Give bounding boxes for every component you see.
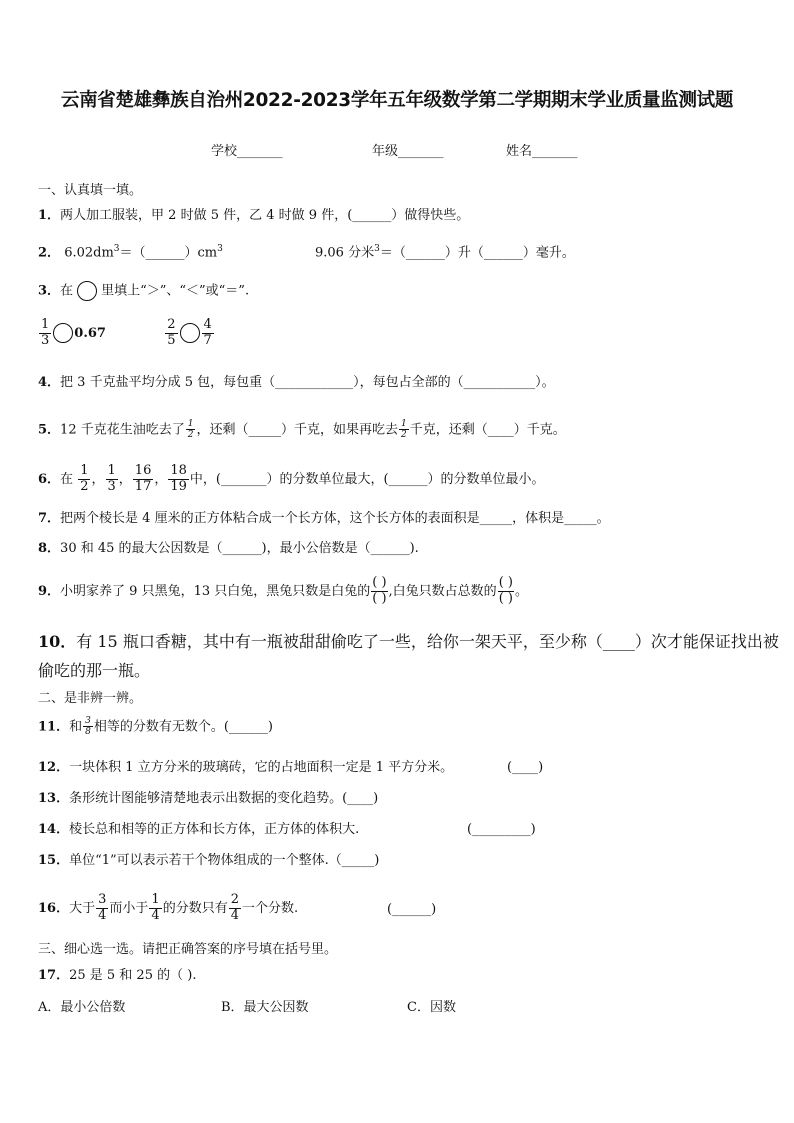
question-2: 2． $6.02dm^3=(\_\_\_\_\_\_)cm^3$ 9.06 分米$^3$＝（______）升（______）毫升。	[38, 244, 575, 261]
section-heading-2: 二、是非辨一辨。	[38, 691, 143, 706]
question-3-items: $\frac{1}{3}$ 0.67 $\frac{2}{5}$ $\frac{4}{7}$	[41, 317, 212, 348]
fraction: $\frac{16}{17}$	[134, 463, 152, 494]
name-field[interactable]: 姓名_______	[506, 144, 578, 159]
fraction: $\frac{1}{2}$	[187, 419, 194, 441]
compare-circle-icon	[77, 281, 97, 301]
name-blank[interactable]: _______	[532, 144, 578, 159]
question-4: 4．把 3 千克盐平均分成 5 包，每包重（____________），每包占全部的（___________）。	[38, 375, 555, 390]
question-12: 12．一块体积 1 立方分米的玻璃砖，它的占地面积一定是 1 平方分米。 (____)	[38, 760, 544, 775]
fraction: $\frac{1}{4}$	[151, 892, 160, 923]
fraction: $\frac{18}{19}$	[170, 463, 187, 494]
fraction: $\frac{4}{7}$	[203, 317, 212, 348]
question-10: 10．有 15 瓶口香糖，其中有一瓶被甜甜偷吃了一些，给你一架天平，至少称（____）次才能保证找出被	[38, 632, 779, 651]
fraction-blank: $\frac{( )}{( )}$	[372, 575, 387, 606]
question-11: 11．和 $\frac{3}{8}$ 相等的分数有无数个。(______)	[38, 716, 273, 738]
option-b[interactable]: B．最大公因数	[221, 1000, 309, 1015]
compare-circle-icon[interactable]	[53, 323, 73, 343]
fraction: $\frac{1}{2}$	[80, 463, 89, 494]
fraction: $\frac{1}{2}$	[400, 419, 407, 441]
question-7: 7．把两个棱长是 4 厘米的正方体粘合成一个长方体，这个长方体的表面积是_____，体积是_____。	[38, 511, 610, 526]
fraction: $\frac{1}{3}$	[107, 463, 116, 494]
option-a[interactable]: A．最小公倍数	[38, 1000, 126, 1015]
school-field[interactable]: 学校_______	[211, 144, 283, 159]
question-14: 14．棱长总和相等的正方体和长方体，正方体的体积大. (_________)	[38, 822, 536, 837]
question-13: 13．条形统计图能够清楚地表示出数据的变化趋势。(____)	[38, 791, 379, 806]
question-6: 6．在 $\frac{1}{2}$ ， $\frac{1}{3}$ ， $\frac{16}{17}$ ， $\frac{18}{19}$ 中，(_______）的分数单位最大，(______）的分数单位最小。	[38, 463, 545, 494]
page-title: 云南省楚雄彝族自治州2022-2023学年五年级数学第二学期期末学业质量监测试题	[60, 90, 734, 111]
question-15: 15．单位“1”可以表示若干个物体组成的一个整体.（_____)	[38, 853, 380, 868]
question-text: 两人加工服装，甲 2 时做 5 件，乙 4 时做 9 件，(______）做得快些。	[60, 208, 470, 223]
question-8: 8．30 和 45 的最大公因数是（______)，最小公倍数是（______).	[38, 541, 419, 556]
question-9: 9．小明家养了 9 只黑兔，13 只白兔，黑兔只数是白兔的 $\frac{( )}{( )}$ ,白兔只数占总数的 $\frac{( )}{( )}$ 。	[38, 575, 528, 606]
question-5: 5．12 千克花生油吃去了 $\frac{1}{2}$ ，还剩（_____）千克，如果再吃去 $\frac{1}{2}$ 千克，还剩（____）千克。	[38, 419, 566, 441]
question-16: 16．大于 $\frac{3}{4}$ 而小于 $\frac{1}{4}$ 的分数只有 $\frac{2}{4}$ 一个分数. (______)	[38, 892, 437, 923]
grade-blank[interactable]: _______	[398, 144, 444, 159]
fraction-blank: $\frac{( )}{( )}$	[498, 575, 513, 606]
fraction: $\frac{2}{4}$	[230, 892, 239, 923]
fraction: $\frac{2}{5}$	[167, 317, 176, 348]
grade-field[interactable]: 年级_______	[372, 144, 444, 159]
question-3: 3．在 里填上“＞”、“＜”或“＝”.	[38, 281, 249, 301]
question-17: 17．25 是 5 和 25 的（ ).	[38, 968, 197, 983]
school-blank[interactable]: _______	[237, 144, 283, 159]
fraction: $\frac{3}{4}$	[98, 892, 107, 923]
fraction: $\frac{1}{3}$	[41, 317, 50, 348]
option-c[interactable]: C．因数	[407, 1000, 456, 1015]
question-10-cont: 偷吃的那一瓶。	[38, 661, 151, 680]
section-heading-3: 三、细心选一选。请把正确答案的序号填在括号里。	[38, 942, 338, 957]
section-heading-1: 一、认真填一填。	[38, 183, 143, 198]
fraction: $\frac{3}{8}$	[85, 716, 91, 738]
question-1: 1．两人加工服装，甲 2 时做 5 件，乙 4 时做 9 件，(______）做得快些。	[38, 208, 470, 223]
compare-circle-icon[interactable]	[180, 323, 200, 343]
